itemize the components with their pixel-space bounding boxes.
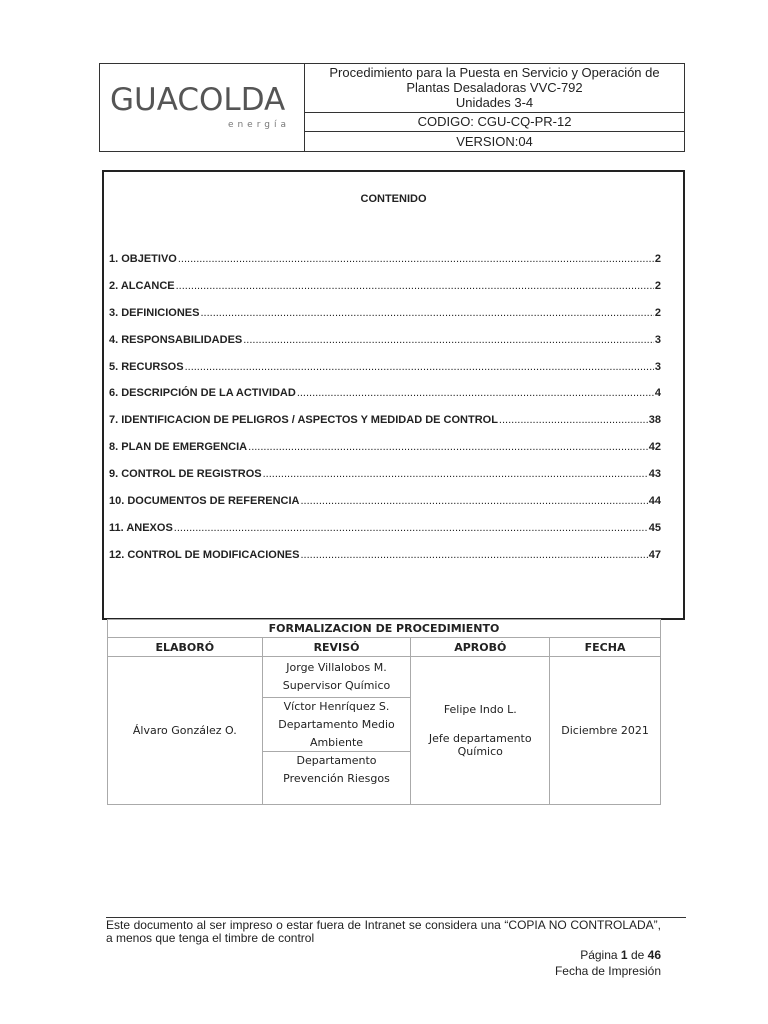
toc-list [109, 253, 661, 576]
toc-entry-title: 8. PLAN DE EMERGENCIA [109, 441, 248, 454]
header-elaboro: ELABORÓ [108, 638, 263, 657]
aprobo-name: Felipe Indo L. [443, 703, 517, 716]
toc-entry-page: 38 [648, 414, 661, 427]
formalization-title: FORMALIZACION DE PROCEDIMIENTO [108, 620, 661, 638]
toc-dot-leader [301, 495, 648, 507]
toc-entry[interactable] [109, 495, 661, 522]
header-reviso: REVISÓ [262, 638, 411, 657]
document-header [99, 63, 685, 152]
reviso-name: Jorge Villalobos M. [286, 661, 387, 674]
reviso-name: Víctor Henríquez S. [283, 699, 390, 713]
toc-dot-leader [300, 549, 647, 561]
toc-entry-page: 45 [648, 521, 661, 534]
toc-entry-page: 47 [648, 548, 661, 561]
toc-entry[interactable] [109, 468, 661, 495]
toc-entry-title: 12. CONTROL DE MODIFICACIONES [109, 548, 300, 561]
reviso-entry [263, 657, 411, 698]
header-fecha: FECHA [550, 638, 661, 657]
toc-dot-leader [185, 361, 654, 373]
reviso-role: Departamento Medio [278, 717, 395, 731]
toc-dot-leader [178, 253, 654, 265]
toc-entry[interactable] [109, 253, 661, 280]
page-of: de [630, 948, 645, 962]
toc-entry-title: 11. ANEXOS [109, 521, 173, 534]
toc-entry-title: 10. DOCUMENTOS DE REFERENCIA [109, 495, 300, 508]
logo-tagline: energía [227, 120, 290, 130]
toc-entry[interactable] [109, 361, 661, 388]
document-title [305, 64, 684, 113]
formalization-table [107, 619, 661, 805]
toc-entry[interactable] [109, 441, 661, 468]
elaboro-name: Álvaro González O. [108, 657, 263, 805]
toc-entry-page: 3 [654, 333, 661, 346]
toc-entry[interactable] [109, 280, 661, 307]
reviso-role: Ambiente [309, 735, 364, 749]
toc-entry[interactable] [109, 414, 661, 441]
logo-wordmark: GUACOLDA [110, 82, 286, 118]
toc-entry-page: 2 [654, 253, 661, 265]
copy-notice: Este documento al ser impreso o estar fuera de Intranet se considera una “COPIA NO CONTROLADA”, a menos que tenga el timbre de control [106, 918, 661, 945]
toc-entry-title: 5. RECURSOS [109, 360, 184, 373]
toc-entry[interactable] [109, 334, 661, 361]
toc-entry[interactable] [109, 522, 661, 549]
page-label: Página [580, 948, 618, 962]
toc-entry-page: 2 [654, 306, 661, 319]
toc-entry-page: 44 [648, 495, 661, 508]
document-version: VERSION:04 [456, 134, 533, 149]
reviso-department: Prevención Riesgos [283, 772, 390, 785]
header-aprobo: APROBÓ [411, 638, 550, 657]
print-date-label: Fecha de Impresión [554, 964, 661, 978]
toc-entry-page: 2 [654, 279, 661, 292]
reviso-cell [262, 657, 411, 805]
reviso-entry [263, 698, 411, 752]
title-line: Plantas Desaladoras VVC-792 [406, 80, 583, 95]
title-line: Unidades 3-4 [455, 95, 534, 110]
page-total: 46 [647, 948, 661, 962]
toc-dot-leader [297, 387, 654, 399]
toc-heading: CONTENIDO [360, 193, 427, 205]
toc-entry-title: 7. IDENTIFICACION DE PELIGROS / ASPECTOS Y MEDIDAD DE CONTROL [109, 414, 498, 427]
toc-entry-title: 6. DESCRIPCIÓN DE LA ACTIVIDAD [109, 387, 296, 400]
toc-entry-page: 42 [648, 441, 661, 454]
document-code: CODIGO: CGU-CQ-PR-12 [305, 113, 684, 132]
aprobo-role: Jefe departamento [428, 732, 532, 745]
toc-dot-leader [200, 307, 653, 319]
toc-entry-title: 3. DEFINICIONES [109, 306, 200, 319]
toc-entry-page: 3 [654, 360, 661, 373]
toc-entry-title: 1. OBJETIVO [109, 253, 177, 265]
toc-dot-leader [499, 414, 648, 426]
reviso-department: Departamento [296, 754, 377, 767]
toc-entry-title: 2. ALCANCE [109, 279, 175, 292]
reviso-role: Supervisor Químico [282, 679, 391, 692]
title-line: Procedimiento para la Puesta en Servicio y Operación de [329, 65, 660, 80]
toc-entry-title: 9. CONTROL DE REGISTROS [109, 468, 262, 481]
toc-entry[interactable] [109, 549, 661, 576]
fecha-value: Diciembre 2021 [550, 657, 661, 805]
company-logo [100, 64, 305, 151]
toc-entry-title: 4. RESPONSABILIDADES [109, 333, 243, 346]
reviso-entry [263, 752, 411, 804]
page-number [580, 948, 661, 962]
aprobo-role: Químico [457, 745, 503, 758]
toc-dot-leader [243, 334, 654, 346]
toc-entry[interactable] [109, 387, 661, 414]
toc-entry-page: 4 [654, 387, 661, 400]
toc-entry-page: 43 [648, 468, 661, 481]
table-of-contents [102, 170, 685, 620]
toc-entry[interactable] [109, 307, 661, 334]
toc-dot-leader [248, 441, 648, 453]
toc-dot-leader [174, 522, 648, 534]
page-current: 1 [620, 948, 628, 962]
aprobo-cell [411, 657, 550, 805]
toc-dot-leader [263, 468, 648, 480]
toc-dot-leader [176, 280, 654, 292]
